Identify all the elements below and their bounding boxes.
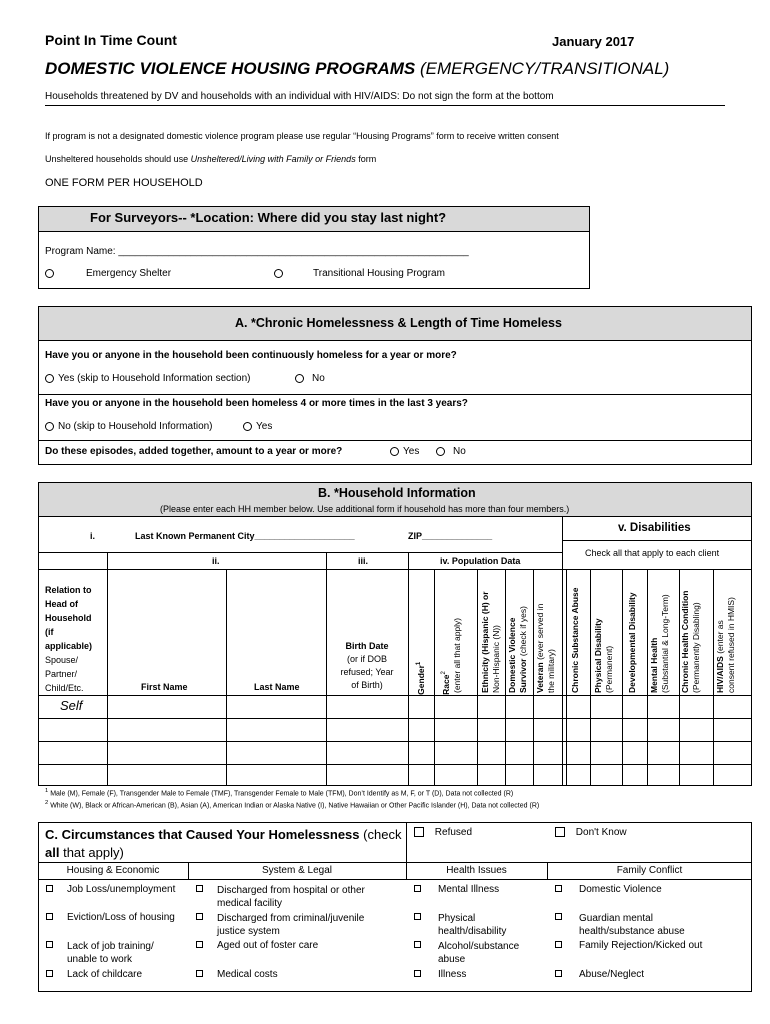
form-title: Point In Time Count xyxy=(45,32,177,48)
veteran-header: Veteran (ever served in xyxy=(535,603,545,693)
question-year-total: Do these episodes, added together, amount to a year or more? xyxy=(45,446,343,457)
checkbox-icon xyxy=(555,827,565,837)
birth-date-header: Birth Date (or if DOB refused; Year of Birth) xyxy=(340,641,394,690)
refused-option[interactable]: Refused xyxy=(414,827,472,838)
checkbox-icon xyxy=(555,970,562,977)
radio-icon xyxy=(436,447,445,456)
option-illness[interactable]: Illness xyxy=(414,969,544,980)
col-system-legal: System & Legal xyxy=(261,865,333,876)
disabilities-subtitle: Check all that apply to each client xyxy=(585,548,720,558)
checkbox-icon xyxy=(196,913,203,920)
checkbox-icon xyxy=(46,913,53,920)
checkbox-icon xyxy=(414,913,421,920)
q3-no-option[interactable]: No xyxy=(436,446,466,457)
question-continuous: Have you or anyone in the household been continuously homeless for a year or more? xyxy=(45,350,457,361)
option-discharged-hospital[interactable]: Discharged from hospital or other medical facility xyxy=(196,884,396,895)
relation-header: Relation to Head of Household (if applicable) Spouse/ Partner/ Child/Etc. xyxy=(45,585,93,693)
one-form-note: ONE FORM PER HOUSEHOLD xyxy=(45,177,203,189)
radio-icon xyxy=(45,422,54,431)
household-entry-rows[interactable] xyxy=(108,696,562,785)
substance-header: Chronic Substance Abuse xyxy=(570,587,580,693)
checkbox-icon xyxy=(46,970,53,977)
col-i-label: i. xyxy=(90,531,96,541)
section-a-heading: A. *Chronic Homelessness & Length of Time Homeless xyxy=(235,316,562,330)
self-row-label: Self xyxy=(60,698,83,713)
q2-yes-option[interactable]: Yes xyxy=(243,421,272,432)
form-heading xyxy=(45,59,669,79)
gender-header: Gender$^1$ xyxy=(416,661,426,695)
disabilities-heading: v. Disabilities xyxy=(618,522,691,534)
option-abuse-neglect[interactable]: Abuse/Neglect xyxy=(555,969,745,980)
checkbox-icon xyxy=(46,941,53,948)
first-name-header: First Name xyxy=(141,682,188,692)
last-name-header: Last Name xyxy=(254,682,300,692)
section-c-heading: C. Circumstances that Caused Your Homelessness (check all that apply) xyxy=(45,827,402,860)
checkbox-icon xyxy=(414,941,421,948)
radio-icon xyxy=(243,422,252,431)
note-unsheltered: Unsheltered households should use Unsheltered/Living with Family or Friends form xyxy=(45,154,377,164)
developmental-header: Developmental Disability xyxy=(627,592,637,693)
veteran-header-sub: the military) xyxy=(546,649,556,693)
physical-header-sub: (Permanent) xyxy=(604,645,614,693)
q2-no-option[interactable]: No (skip to Household Information) xyxy=(45,421,213,432)
option-discharged-justice[interactable]: Discharged from criminal/juvenile justice system xyxy=(196,912,396,923)
col-housing-economic: Housing & Economic xyxy=(66,865,160,876)
note-consent: If program is not a designated domestic violence program please use regular “Housing Programs” form to receive written consent xyxy=(45,131,559,141)
mental-header-sub: (Substantial & Long-Term) xyxy=(660,594,670,693)
radio-icon xyxy=(45,374,54,383)
dont-know-option[interactable]: Don't Know xyxy=(555,827,627,838)
ethnicity-header: Ethnicity (Hispanic (H) or xyxy=(480,591,490,693)
heading-paren: (EMERGENCY/TRANSITIONAL) xyxy=(419,59,670,78)
ethnicity-header-sub: Non-Hispanic (N)) xyxy=(491,624,501,693)
checkbox-icon xyxy=(555,941,562,948)
radio-icon xyxy=(274,269,283,278)
option-medical-costs[interactable]: Medical costs xyxy=(196,969,396,980)
dv-header: Domestic Violence xyxy=(507,617,517,693)
form-subheading: Households threatened by DV and households with an individual with HIV/AIDS: Do not sign the form at the bottom xyxy=(45,91,554,102)
option-domestic-violence[interactable]: Domestic Violence xyxy=(555,884,745,895)
checkbox-icon xyxy=(46,885,53,892)
option-substance-abuse[interactable]: Alcohol/substance abuse xyxy=(414,940,544,951)
option-job-loss[interactable]: Job Loss/unemployment xyxy=(46,884,186,895)
mental-header: Mental Health xyxy=(649,637,659,693)
col-ii-label: ii. xyxy=(212,556,220,566)
col-health-issues: Health Issues xyxy=(446,865,507,876)
checkbox-icon xyxy=(555,885,562,892)
section-b-subtitle: (Please enter each HH member below. Use additional form if household has more than four members.) xyxy=(160,504,570,514)
option-transitional-housing[interactable]: Transitional Housing Program xyxy=(274,268,445,279)
radio-icon xyxy=(295,374,304,383)
footnote-gender: $^1$ Male (M), Female (F), Transgender Male to Female (TMF), Transgender Female to Male (TFM), Don’t Identify as M, F, or T (D), Data not collected (R) xyxy=(45,788,514,798)
option-emergency-shelter[interactable]: Emergency Shelter xyxy=(45,268,171,279)
location-heading: For Surveyors-- *Location: Where did you stay last night? xyxy=(90,210,447,225)
option-eviction[interactable]: Eviction/Loss of housing xyxy=(46,912,186,923)
zip-field[interactable]: ZIP______________ xyxy=(408,531,493,541)
checkbox-icon xyxy=(414,970,421,977)
checkbox-icon xyxy=(414,885,421,892)
hiv-header: HIV/AIDS (enter as xyxy=(715,620,725,693)
checkbox-icon xyxy=(196,970,203,977)
col-iii-label: iii. xyxy=(358,556,369,566)
radio-icon xyxy=(45,269,54,278)
checkbox-icon xyxy=(196,885,203,892)
race-header-sub: (enter all that apply) xyxy=(452,617,462,693)
location-box xyxy=(38,231,590,289)
section-b-heading: B. *Household Information xyxy=(318,486,476,500)
radio-icon xyxy=(390,447,399,456)
option-job-training[interactable]: Lack of job training/ unable to work xyxy=(46,940,186,951)
race-header: Race$^2$ xyxy=(441,671,451,695)
checkbox-icon xyxy=(555,913,562,920)
option-physical-health[interactable]: Physical health/disability xyxy=(414,912,544,923)
option-childcare[interactable]: Lack of childcare xyxy=(46,969,186,980)
chronic-health-header: Chronic Health Condition xyxy=(680,590,690,693)
option-guardian-health[interactable]: Guardian mental health/substance abuse xyxy=(555,912,745,923)
col-family-conflict: Family Conflict xyxy=(616,865,683,876)
question-four-times: Have you or anyone in the household been homeless 4 or more times in the last 3 years? xyxy=(45,398,468,409)
checkbox-icon xyxy=(414,827,424,837)
q3-yes-option[interactable]: Yes xyxy=(390,446,419,457)
program-name-field[interactable]: Program Name: _______________________________________________________________ xyxy=(45,246,469,257)
chronic-health-header-sub: (Permanently Disabling) xyxy=(691,602,701,693)
checkbox-icon xyxy=(196,941,203,948)
footnote-race: $^2$ White (W), Black or African-American (B), Asian (A), American Indian or Alaska Native (I), Native Hawaiian or Other Pacific Islander (H), Data not collected (R) xyxy=(45,800,540,810)
col-iv-label: iv. Population Data xyxy=(440,556,521,566)
option-foster-care[interactable]: Aged out of foster care xyxy=(196,940,396,951)
last-city-field[interactable]: Last Known Permanent City____________________ xyxy=(135,531,355,541)
option-family-rejection[interactable]: Family Rejection/Kicked out xyxy=(555,940,745,951)
q1-yes-option[interactable]: Yes (skip to Household Information section) xyxy=(45,373,251,384)
q1-no-option[interactable]: No xyxy=(295,373,325,384)
hiv-header-sub: consent refused in HMIS) xyxy=(726,597,736,693)
physical-header: Physical Disability xyxy=(593,618,603,693)
dv-header-sub: Survivor (check if yes) xyxy=(518,606,528,693)
option-mental-illness[interactable]: Mental Illness xyxy=(414,884,544,895)
subheading-rule xyxy=(45,105,725,106)
form-date: January 2017 xyxy=(552,34,635,49)
heading-bold: DOMESTIC VIOLENCE HOUSING PROGRAMS xyxy=(45,59,416,78)
